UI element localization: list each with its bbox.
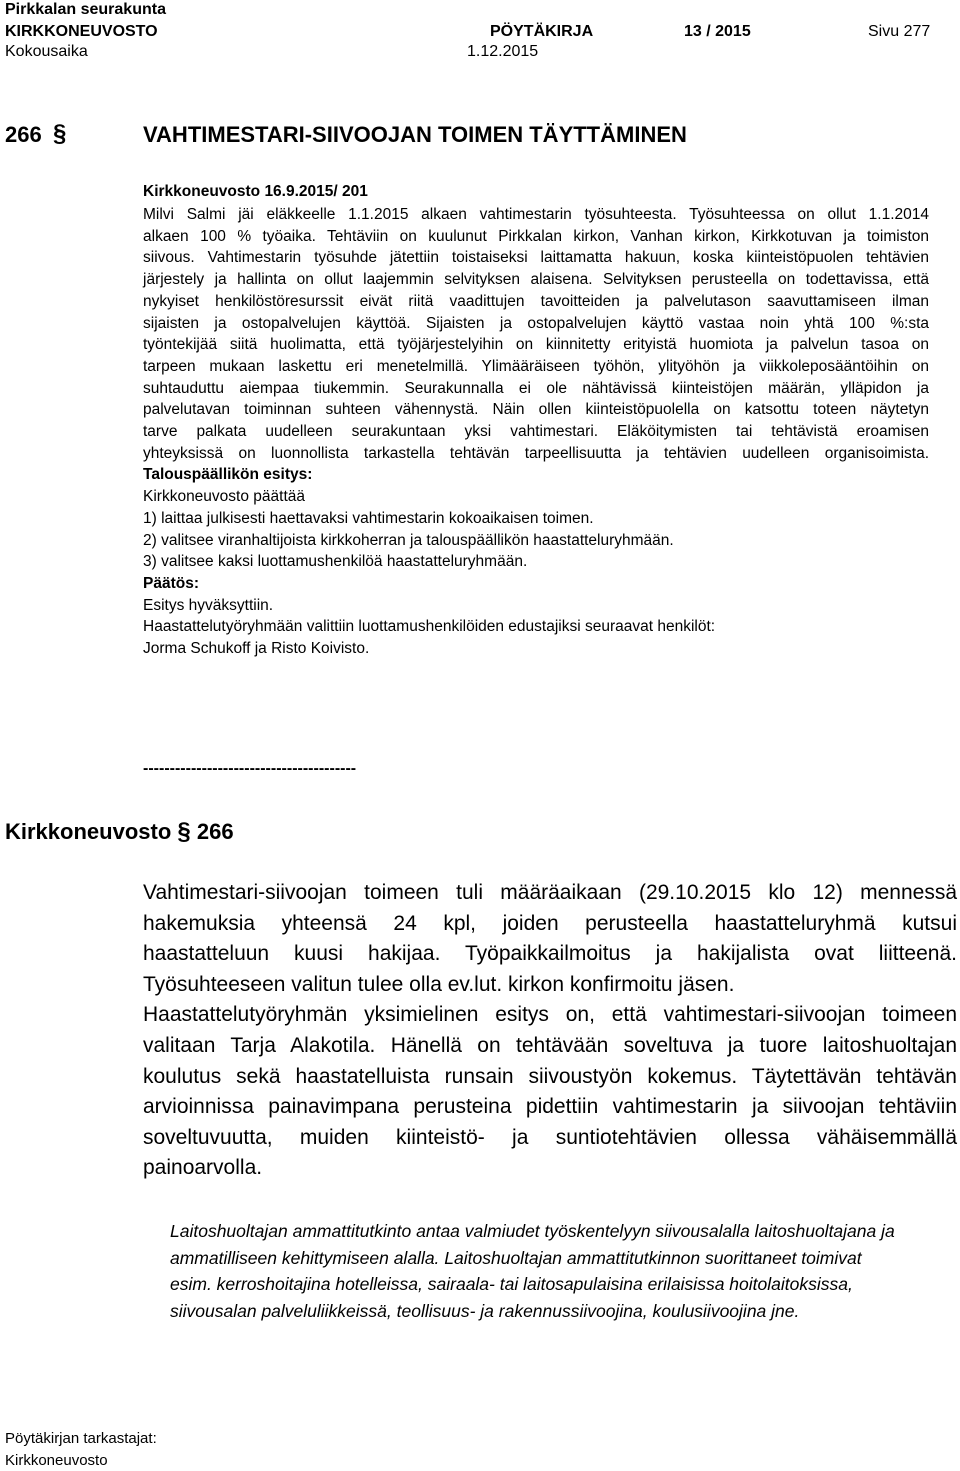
paragraph-line: Haastattelutyöryhmän yksimielinen esitys on, että vahtimestari-siivoojan toimeen <box>143 1003 957 1027</box>
heading-prefix: Kirkkoneuvosto <box>5 819 172 844</box>
paragraph-line: haastatteluun kuusi hakijaa. Työpaikkailmoitus ja hakijalista ovat liitteenä. <box>143 942 957 966</box>
document-type: PÖYTÄKIRJA <box>490 23 594 40</box>
decision-line: Haastattelutyöryhmään valittiin luottamushenkilöiden edustajiksi seuraavat henkilöt: <box>143 618 716 636</box>
paragraph-line: Työsuhteeseen valitun tulee olla ev.lut. kirkon konfirmoitu jäsen. <box>143 972 735 996</box>
note-line: Laitoshuoltajan ammattitutkinto antaa valmiudet työskentelyyn siivousalalla laitoshuoltajana ja <box>170 1221 895 1241</box>
paragraph-line: järjestely ja hallinta on ollut laajemmin selvityksen alaisena. Selvityksen perusteella on todettavissa, että <box>143 271 929 289</box>
paragraph-line: Milvi Salmi jäi eläkkeelle 1.1.2015 alkaen vahtimestarin työsuhteesta. Työsuhteessa on ollut 1.1.2014 <box>143 206 929 223</box>
background-paragraph <box>143 204 929 660</box>
paragraph-line: valitaan Tarja Alakotila. Hänellä on tehtävään soveltuva ja tuore laitoshuoltajan <box>143 1033 957 1057</box>
reviewer-label: Pöytäkirjan tarkastajat: <box>5 1430 157 1447</box>
current-meeting-heading <box>5 818 234 846</box>
paragraph-line: hakemuksia yhteensä 24 kpl, joiden perusteella haastatteluryhmä kutsui <box>143 911 957 935</box>
meeting-label: Kokousaika <box>5 43 88 60</box>
paragraph-line: soveltuvuutta, muiden kiinteistö- ja suntiotehtävien ollessa vähäisemmällä <box>143 1125 957 1149</box>
proposal-item: 2) valitsee viranhaltijoista kirkkoherran ja talouspäällikön haastatteluryhmään. <box>143 531 674 549</box>
paragraph-line: siivous. Vahtimestarin työsuhde jätettiin toistaiseksi laittamatta hakuun, koska kiinteistöpuolen tehtävien <box>143 249 929 267</box>
organization-name: Pirkkalan seurakunta <box>5 1 166 18</box>
proposal-label: Talouspäällikön esitys: <box>143 466 313 484</box>
proposal-item: 1) laittaa julkisesti haettavaksi vahtimestarin kokoaikaisen toimen. <box>143 509 594 527</box>
prior-meeting-heading: Kirkkoneuvosto 16.9.2015/ 201 <box>143 183 368 200</box>
paragraph-line: painoarvolla. <box>143 1156 263 1180</box>
paragraph-line: palvelutavan toiminnan suhteen vähennystä. Näin ollen kiinteistöpuolella on katsottu toteen näytetyn <box>143 401 929 419</box>
qualification-note <box>170 1218 954 1325</box>
note-line: ammatilliseen kehittymiseen alalla. Laitoshuoltajan ammattitutkinnon suorittaneet toimivat <box>170 1247 862 1268</box>
heading-number: 266 <box>196 819 234 844</box>
paragraph-line: nykyiset henkilöstöresurssit eivät riitä vaadittujen tavoitteiden ja palvelutason saavuttamiseen ilman <box>143 292 929 310</box>
separator-line: ---------------------------------------- <box>143 760 357 777</box>
note-line: siivousalan palveluliikkeissä, teollisuus- ja rakennussiivoojina, koulusiivoojina jne. <box>170 1301 800 1322</box>
paragraph-line: tarpeen mukaan laskettu eri menetelmillä. Ylimääräiseen työhön, ylityöhön ja viikkoleposääntöihin on <box>143 357 929 375</box>
section-number: 266 <box>5 122 42 147</box>
section-icon: § <box>53 120 67 147</box>
meeting-date: 1.12.2015 <box>467 43 539 60</box>
paragraph-line: työntekijää siitä huolimatta, että työjärjestelyihin on kiinnitetty erityistä huomiota ja palvelun tasoa on <box>143 336 929 354</box>
paragraph-line: sijaisten ja ostopalvelujen käyttöä. Sijaisten ja ostopalvelujen käyttö vastaa noin yhtä 100 %:sta <box>143 314 929 332</box>
decision-line: Jorma Schukoff ja Risto Koivisto. <box>143 640 370 658</box>
decision-label: Päätös: <box>143 574 199 592</box>
proposal-item: 3) valitsee kaksi luottamushenkilöä haastatteluryhmään. <box>143 553 528 571</box>
page-number: Sivu 277 <box>868 23 931 40</box>
paragraph-line: Vahtimestari-siivoojan toimeen tuli määräaikaan (29.10.2015 klo 12) mennessä <box>143 881 957 904</box>
paragraph-line: yhteyksissä on luonnollista tarkastella tehtävän tarpeellisuutta ja tehtävien uudelleen organisoimista. <box>143 444 929 462</box>
document-number: 13 / 2015 <box>684 23 751 40</box>
paragraph-line: koulutus sekä haastatelluista runsain siivoustyön kokemus. Täytettävän tehtävän <box>143 1064 957 1088</box>
decision-line: Esitys hyväksyttiin. <box>143 596 274 614</box>
paragraph-line: alkaen 100 % työaika. Tehtäviin on kuulunut Pirkkalan kirkon, Vanhan kirkon, Kirkkotuvan ja toimiston <box>143 227 929 245</box>
section-icon: § <box>177 818 191 845</box>
applications-paragraph <box>143 878 957 1184</box>
body-name: KIRKKONEUVOSTO <box>5 23 158 40</box>
section-title: VAHTIMESTARI-SIIVOOJAN TOIMEN TÄYTTÄMINEN <box>143 122 687 147</box>
proposal-intro: Kirkkoneuvosto päättää <box>143 488 305 506</box>
paragraph-line: arvioinnissa painavimpana perusteina pidettiin vahtimestarin ja siivoojan tehtäviin <box>143 1095 957 1119</box>
footer-body-label: Kirkkoneuvosto <box>5 1452 108 1469</box>
paragraph-line: tarve palkata uudelleen seurakuntaan yksi vahtimestari. Eläköitymisten tai tehtävistä eroamisen <box>143 423 929 441</box>
paragraph-line: suhtauduttu aiempaa tiukemmin. Seurakunnalla ei ole nähtävissä kiinteistöjen määrän, ylläpidon ja <box>143 379 929 397</box>
note-line: esim. kerroshoitajina hotelleissa, sairaala- tai laitosapulaisina erilaisissa hoitolaitoksissa, <box>170 1274 853 1295</box>
